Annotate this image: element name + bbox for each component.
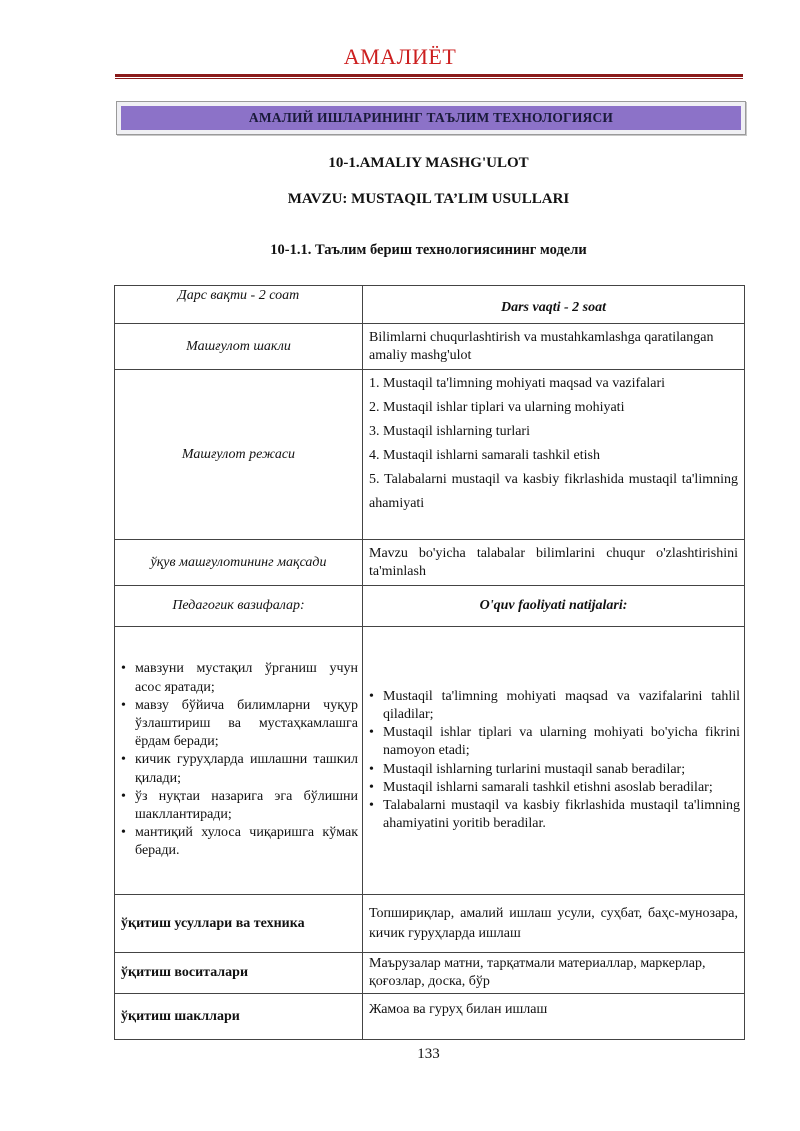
- plan-item: 5. Talabalarni mustaqil va kasbiy fikrlashida mustaqil ta'limning ahamiyati: [369, 472, 738, 511]
- list-item: [369, 761, 740, 779]
- list-item-text: ўз нуқтаи назарига эга бўлишни шакллантиради;: [135, 788, 358, 822]
- time-label: Дарс вақти - 2 соат: [115, 286, 363, 324]
- list-item-text: Mustaqil ishlarning turlarini mustaqil sanab beradilar;: [383, 761, 686, 777]
- bullet-icon: •: [121, 697, 126, 713]
- lesson-heading: 10-1.AMALIY MASHG'ULOT: [328, 155, 529, 171]
- bullet-icon: •: [369, 779, 374, 795]
- table-row: [115, 953, 745, 994]
- result-list: [369, 688, 740, 834]
- list-item-text: мавзу бўйича билимларни чуқур ўзлаштириш ва мустаҳкамлашга ёрдам беради;: [135, 697, 358, 750]
- form-label: Машғулот шакли: [115, 324, 363, 370]
- table-row: [115, 627, 745, 895]
- bullet-icon: •: [121, 661, 126, 677]
- ped-tasks-cell: [115, 627, 363, 895]
- ped-task-list: [121, 660, 358, 860]
- plan-item: 1. Mustaqil ta'limning mohiyati maqsad va vazifalari: [369, 376, 666, 391]
- title-rule: [115, 74, 743, 77]
- goal-label: ўқув машғулотининг мақсади: [115, 540, 363, 586]
- bullet-icon: •: [121, 788, 126, 804]
- result-header: O'quv faoliyati natijalari:: [363, 586, 745, 627]
- plan-label: Машғулот режаси: [115, 370, 363, 540]
- tools-label: ўқитиш воситалари: [115, 953, 363, 994]
- form-value: Bilimlarni chuqurlashtirish va mustahkamlashga qaratilangan amaliy mashg'ulot: [363, 324, 745, 370]
- bullet-icon: •: [369, 725, 374, 741]
- list-item-text: мавзуни мустақил ўрганиш учун асос яратади;: [135, 661, 358, 695]
- plan-item: 4. Mustaqil ishlarni samarali tashkil etish: [369, 448, 600, 463]
- results-cell: [363, 627, 745, 895]
- bullet-icon: •: [121, 825, 126, 841]
- goal-value: Mavzu bo'yicha talabalar bilimlarini chuqur o'zlashtirishini ta'minlash: [363, 540, 745, 586]
- list-item-text: Mustaqil ta'limning mohiyati maqsad va vazifalarini tahlil qiladilar;: [383, 688, 740, 722]
- plan-cell: [363, 370, 745, 540]
- plan-item: 3. Mustaqil ishlarning turlari: [369, 424, 530, 439]
- list-item: [121, 697, 358, 752]
- table-row: [115, 895, 745, 953]
- plan-list: [369, 372, 738, 516]
- list-item-text: Mustaqil ishlarni samarali tashkil etishni asoslab beradilar;: [383, 779, 713, 795]
- table-row: [115, 994, 745, 1040]
- title-rule-thin: [115, 78, 743, 79]
- table-row: [115, 286, 745, 324]
- lesson-model-table: [114, 285, 745, 1040]
- page-number: 133: [417, 1046, 440, 1062]
- list-item: [369, 797, 740, 833]
- list-item: [121, 788, 358, 824]
- list-item: [121, 660, 358, 696]
- section-banner: [116, 101, 746, 135]
- bullet-icon: •: [121, 752, 126, 768]
- list-item: [369, 688, 740, 724]
- table-row: [115, 324, 745, 370]
- table-row: [115, 370, 745, 540]
- bullet-icon: •: [369, 761, 374, 777]
- list-item: [121, 751, 358, 787]
- list-item-text: мантиқий хулоса чиқаришга кўмак беради.: [135, 825, 358, 859]
- plan-item: 2. Mustaqil ishlar tiplari va ularning mohiyati: [369, 400, 625, 415]
- list-item-text: кичик гуруҳларда ишлашни ташкил қилади;: [135, 752, 358, 786]
- list-item: [121, 824, 358, 860]
- page-title: АМАЛИЁТ: [343, 44, 457, 69]
- ped-header: Педагогик вазифалар:: [115, 586, 363, 627]
- table-row: [115, 586, 745, 627]
- list-item-text: Talabalarni mustaqil va kasbiy fikrlashida mustaqil ta'limning ahamiyatini yoritib beradilar.: [383, 797, 740, 832]
- methods-label: ўқитиш усуллари ва техника: [115, 895, 363, 953]
- list-item: [369, 779, 740, 797]
- table-row: [115, 540, 745, 586]
- list-item: [369, 724, 740, 760]
- list-item-text: Mustaqil ishlar tiplari va ularning mohiyati bo'yicha fikrini namoyon etadi;: [383, 725, 740, 759]
- tools-value: Маърузалар матни, тарқатмали материаллар, маркерлар, қоғозлар, доска, бўр: [363, 953, 745, 994]
- forms-value: Жамоа ва гуруҳ билан ишлаш: [363, 994, 745, 1040]
- bullet-icon: •: [369, 797, 374, 813]
- forms-label: ўқитиш шакллари: [115, 994, 363, 1040]
- model-heading: 10-1.1. Таълим бериш технологиясининг модели: [270, 242, 587, 258]
- section-banner-text: АМАЛИЙ ИШЛАРИНИНГ ТАЪЛИМ ТЕХНОЛОГИЯСИ: [121, 106, 741, 130]
- methods-value: Топшириқлар, амалий ишлаш усули, суҳбат, баҳс-мунозара, кичик гуруҳларда ишлаш: [363, 895, 745, 953]
- time-value: Dars vaqti - 2 soat: [363, 286, 745, 324]
- bullet-icon: •: [369, 688, 374, 704]
- topic-heading: MAVZU: MUSTAQIL TA’LIM USULLARI: [287, 191, 570, 207]
